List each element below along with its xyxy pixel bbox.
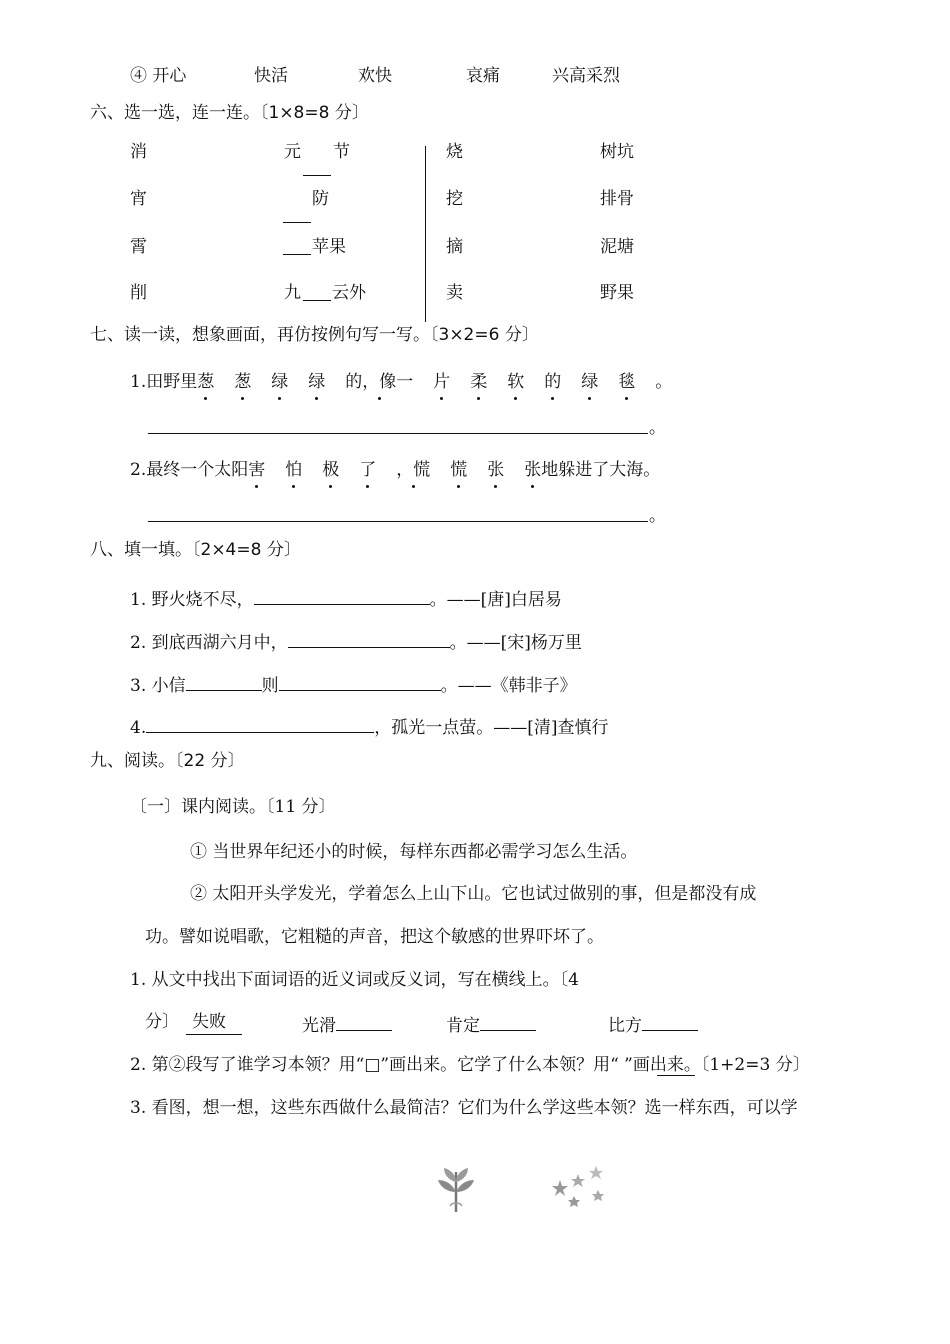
s6-mid-3: 苹果 [312,237,346,257]
s6-blank-4[interactable] [303,300,331,301]
s8-q1: 1. 野火烧不尽， 。——[唐]白居易 [130,586,562,610]
s7-q1: 1.田野里葱 葱 绿 绿 的，像一 片 柔 软 的 绿 毯 。 [130,372,673,392]
section-7-title: 七、读一读，想象画面，再仿按例句写一写。〔3×2=6 分〕 [90,325,539,345]
s6-far-1: 树坑 [600,142,634,162]
s6-mid-1b: 节 [333,142,350,162]
section-9-title: 九、阅读。〔22 分〕 [90,751,245,771]
s6-left-3: 霄 [130,237,147,257]
s6-right-3: 摘 [446,237,463,257]
s6-mid-1a: 元 [284,142,301,162]
s9-q2-underline-sample [657,1075,695,1076]
option-4-word-4: 哀痛 [466,66,500,86]
s6-left-1: 消 [130,142,147,162]
s9-subsection: 〔一〕课内阅读。〔11 分〕 [130,797,336,817]
section-8-title: 八、填一填。〔2×4=8 分〕 [90,540,301,560]
s9-paragraph-2b: 功。譬如说唱歌，它粗糙的声音，把这个敏感的世界吓坏了。 [145,927,604,947]
s9-word-1: 失败 [192,1012,226,1032]
s6-blank-3[interactable] [283,254,311,255]
s9-q3: 3. 看图，想一想，这些东西做什么最简洁？它们为什么学这些本领？选一样东西，可以学 [130,1098,798,1118]
s6-blank-2[interactable] [283,222,311,223]
s6-left-2: 宵 [130,189,147,209]
s9-paragraph-2a: ② 太阳开头学发光，学着怎么上山下山。它也试过做别的事，但是都没有成 [190,884,757,904]
s8-q2: 2. 到底西湖六月中， 。——[宋]杨万里 [130,629,582,653]
s6-blank-1[interactable] [303,175,331,176]
stars-icon [548,1164,610,1210]
s6-mid-4a: 九 [284,283,301,303]
s8-q4-blank[interactable] [146,714,374,733]
s9-word-1-blank[interactable] [186,1034,242,1035]
s6-far-2: 排骨 [600,189,634,209]
section-6-title: 六、选一选，连一连。〔1×8=8 分〕 [90,103,369,123]
s7-q2-answer-line[interactable] [148,521,648,522]
sprout-icon [432,1162,480,1214]
s9-paragraph-1: ① 当世界年纪还小的时候，每样东西都必需学习怎么生活。 [190,842,638,862]
option-4-word-2: 快活 [254,66,288,86]
s9-word-3: 肯定 [446,1012,536,1036]
s6-right-4: 卖 [446,283,463,303]
s7-q2-end: 。 [649,506,666,526]
s6-far-4: 野果 [600,283,634,303]
s8-q3: 3. 小信 则 。——《韩非子》 [130,672,577,696]
s6-mid-4b: 云外 [332,283,366,303]
s7-q1-answer-line[interactable] [148,433,648,434]
s7-q2: 2.最终一个太阳害 怕 极 了 ，慌 慌 张 张地躲进了大海。 [130,460,661,480]
option-4-word-3: 欢快 [358,66,392,86]
s6-right-1: 烧 [446,142,463,162]
s9-word-2-blank[interactable] [336,1012,392,1031]
s7-q1-end: 。 [649,418,666,438]
column-divider [425,146,426,322]
option-4-word-1: ④ 开心 [130,66,187,86]
s8-q2-blank[interactable] [288,629,450,648]
s9-word-4-blank[interactable] [642,1012,698,1031]
s8-q3-blank-2[interactable] [279,672,441,691]
s6-far-3: 泥塘 [600,237,634,257]
s8-q1-blank[interactable] [254,586,430,605]
s9-word-4: 比方 [608,1012,698,1036]
s9-q1-line1: 1. 从文中找出下面词语的近义词或反义词，写在横线上。〔4 [130,970,579,990]
s6-left-4: 削 [130,283,147,303]
s9-q2: 2. 第②段写了谁学习本领？用“□”画出来。它学了什么本领？用“ ”画出来。〔1+2=3 分〕 [130,1055,810,1075]
option-4-word-5: 兴高采烈 [552,66,620,86]
s6-right-2: 挖 [446,189,463,209]
s9-word-2: 光滑 [302,1012,392,1036]
s9-q1-line2: 分〕 [145,1012,179,1032]
s8-q3-blank-1[interactable] [186,672,262,691]
s6-mid-2: 防 [312,189,329,209]
s8-q4: 4. ，孤光一点萤。——[清]查慎行 [130,714,609,738]
s9-word-3-blank[interactable] [480,1012,536,1031]
